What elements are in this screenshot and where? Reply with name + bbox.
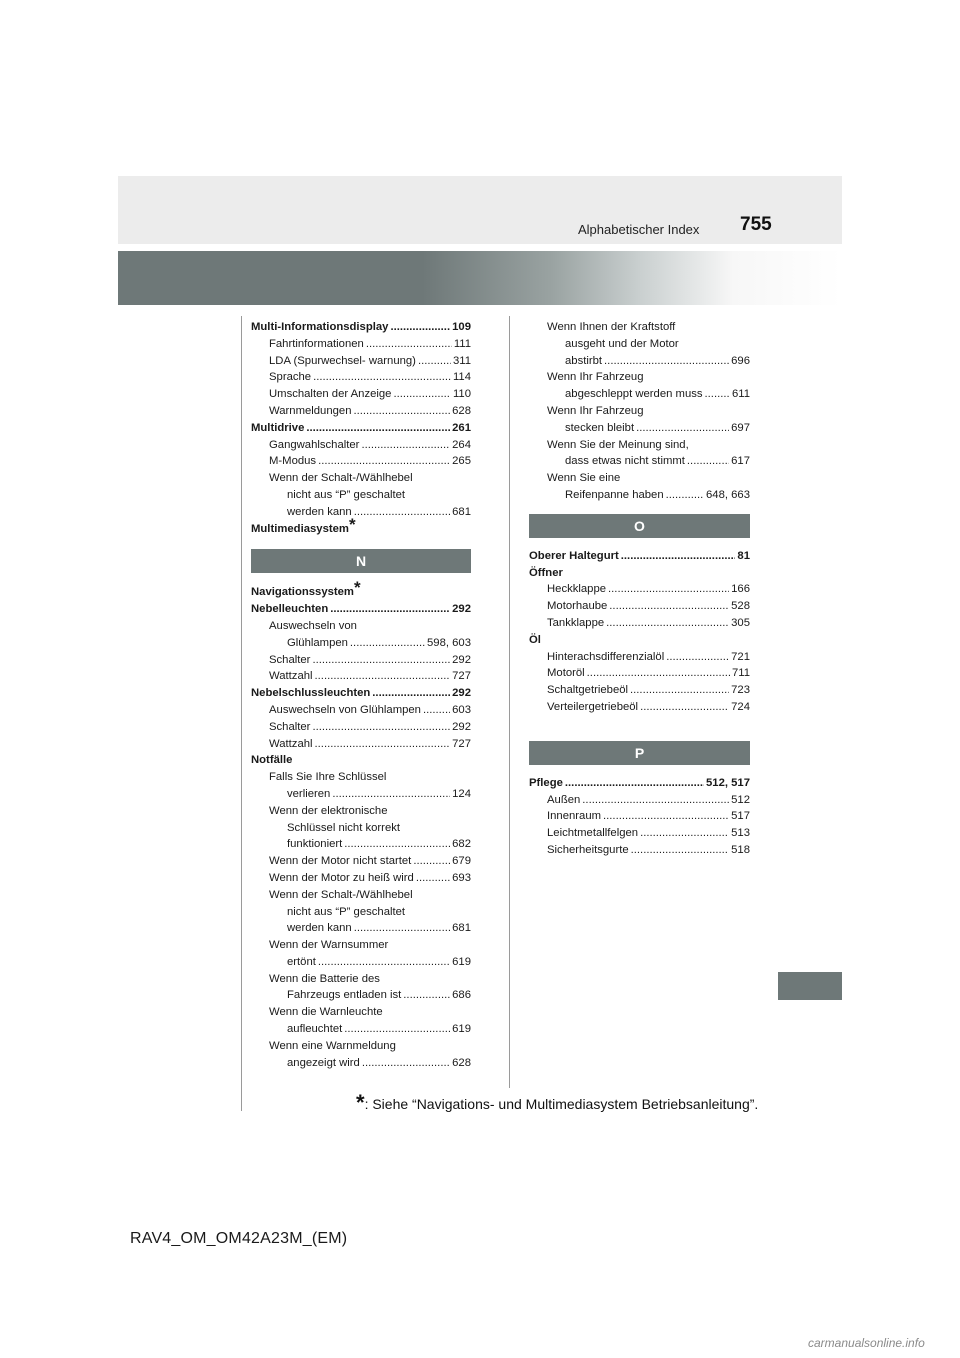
index-entry bbox=[251, 369, 471, 386]
entry-label: Hinterachsdifferenzialöl bbox=[547, 650, 665, 663]
index-entry bbox=[251, 954, 471, 971]
dot-leader bbox=[354, 504, 450, 521]
index-entry-text bbox=[251, 618, 471, 635]
index-entry bbox=[529, 808, 750, 825]
entry-label: Fahrtinformationen bbox=[269, 337, 364, 350]
page-reference: 681 bbox=[452, 505, 471, 518]
index-entry bbox=[529, 386, 750, 403]
entry-label: stecken bleibt bbox=[565, 421, 635, 434]
dot-leader bbox=[315, 736, 451, 753]
footnote bbox=[356, 1090, 758, 1116]
letter-section-bar: O bbox=[529, 514, 750, 538]
index-entry-text bbox=[251, 578, 471, 601]
entry-label: funktioniert bbox=[287, 838, 343, 851]
dot-leader bbox=[330, 601, 450, 618]
entry-label: Wenn der elektronische bbox=[269, 804, 388, 817]
dot-leader bbox=[423, 702, 450, 719]
dot-leader bbox=[362, 1055, 450, 1072]
page-reference: 512 bbox=[731, 793, 750, 806]
entry-label: Heckklappe bbox=[547, 583, 607, 596]
entry-label: werden kann bbox=[287, 505, 352, 518]
page-reference: 648, 663 bbox=[706, 488, 750, 501]
dot-leader bbox=[372, 685, 450, 702]
entry-label: Navigationssystem bbox=[251, 586, 354, 599]
entry-label: Sicherheitsgurte bbox=[547, 843, 629, 856]
chapter-tab-marker bbox=[778, 972, 842, 1000]
entry-label: abgeschleppt werden muss bbox=[565, 388, 703, 401]
index-entry bbox=[251, 635, 471, 652]
dot-leader bbox=[313, 369, 451, 386]
dot-leader bbox=[332, 786, 450, 803]
dot-leader bbox=[603, 808, 729, 825]
page-reference: 305 bbox=[731, 616, 750, 629]
index-entry bbox=[529, 825, 750, 842]
entry-label: Wenn Ihr Fahrzeug bbox=[547, 404, 644, 417]
index-entry bbox=[529, 598, 750, 615]
page-reference: 686 bbox=[452, 989, 471, 1002]
index-entry bbox=[529, 665, 750, 682]
index-entry bbox=[251, 504, 471, 521]
entry-label: Wenn der Motor nicht startet bbox=[269, 855, 412, 868]
letter-section-bar: N bbox=[251, 549, 471, 573]
index-entry-text bbox=[529, 470, 750, 487]
watermark: carmanualsonline.info bbox=[808, 1336, 925, 1350]
dot-leader bbox=[640, 825, 729, 842]
index-entry bbox=[251, 836, 471, 853]
page-reference: 292 bbox=[452, 720, 471, 733]
page-reference: 611 bbox=[731, 388, 750, 401]
dot-leader bbox=[609, 598, 729, 615]
entry-label: Notfälle bbox=[251, 754, 293, 767]
entry-label: Sprache bbox=[269, 371, 312, 384]
dot-leader bbox=[565, 775, 704, 792]
entry-label: Innenraum bbox=[547, 810, 602, 823]
index-entry bbox=[529, 420, 750, 437]
dot-leader bbox=[318, 453, 450, 470]
entry-label: Multi-Informationsdisplay bbox=[251, 321, 389, 333]
index-entry bbox=[251, 853, 471, 870]
index-entry-text bbox=[251, 752, 471, 769]
index-entry bbox=[251, 652, 471, 669]
dot-leader bbox=[413, 853, 450, 870]
entry-label: Wenn die Warnleuchte bbox=[269, 1006, 383, 1019]
entry-label: werden kann bbox=[287, 922, 352, 935]
page-reference: 110 bbox=[452, 388, 471, 401]
dot-leader bbox=[393, 386, 451, 403]
entry-label: Tankklappe bbox=[547, 616, 605, 629]
entry-label: nicht aus “P” geschaltet bbox=[287, 488, 406, 501]
entry-label: Wattzahl bbox=[269, 737, 313, 750]
index-entry bbox=[251, 987, 471, 1004]
dot-leader bbox=[344, 836, 450, 853]
entry-label: Wenn Ihnen der Kraftstoff bbox=[547, 321, 676, 333]
page-reference: 261 bbox=[452, 421, 471, 434]
index-entry-text bbox=[251, 887, 471, 904]
page-number: 755 bbox=[740, 214, 772, 235]
dot-leader bbox=[687, 453, 729, 470]
index-entry-text bbox=[529, 403, 750, 420]
entry-label: Leichtmetallfelgen bbox=[547, 827, 639, 840]
entry-label: Warnmeldungen bbox=[269, 404, 352, 417]
index-entry bbox=[251, 702, 471, 719]
entry-label: aufleuchtet bbox=[287, 1023, 343, 1036]
index-entry bbox=[251, 870, 471, 887]
entry-label: Reifenpanne haben bbox=[565, 488, 664, 501]
entry-label: Oberer Haltegurt bbox=[529, 549, 619, 562]
page-reference: 517 bbox=[731, 810, 750, 823]
entry-label: Schalter bbox=[269, 653, 311, 666]
page-reference: 619 bbox=[452, 955, 471, 968]
dot-leader bbox=[344, 1021, 450, 1038]
model-code: RAV4_OM_OM42A23M_(EM) bbox=[130, 1230, 348, 1247]
entry-label: M-Modus bbox=[269, 455, 317, 468]
index-entry bbox=[251, 1055, 471, 1072]
index-column-left bbox=[251, 319, 471, 1071]
index-entry-text bbox=[251, 1004, 471, 1021]
index-entry bbox=[251, 668, 471, 685]
index-entry bbox=[529, 353, 750, 370]
dot-leader bbox=[587, 665, 730, 682]
index-entry bbox=[251, 319, 471, 336]
left-column-rule bbox=[241, 316, 242, 1111]
entry-label: Falls Sie Ihre Schlüssel bbox=[269, 771, 387, 784]
dot-leader bbox=[315, 668, 451, 685]
entry-label: Wattzahl bbox=[269, 670, 313, 683]
index-entry-text bbox=[251, 514, 471, 538]
entry-label: Wenn der Motor zu heiß wird bbox=[269, 871, 414, 884]
page-reference: 628 bbox=[452, 404, 471, 417]
entry-label: Verteilergetriebeöl bbox=[547, 700, 639, 713]
index-entry-text bbox=[529, 369, 750, 386]
index-entry bbox=[251, 719, 471, 736]
entry-label: LDA (Spurwechsel- warnung) bbox=[269, 354, 416, 367]
dot-leader bbox=[366, 336, 452, 353]
page-reference: 81 bbox=[737, 549, 750, 562]
dot-leader bbox=[416, 870, 450, 887]
index-entry bbox=[529, 615, 750, 632]
section-title: Alphabetischer Index bbox=[578, 222, 700, 237]
middle-column-rule bbox=[509, 316, 510, 1088]
index-entry bbox=[251, 920, 471, 937]
index-entry bbox=[529, 792, 750, 809]
entry-label: ausgeht und der Motor bbox=[565, 337, 679, 350]
entry-label: abstirbt bbox=[565, 354, 603, 367]
index-column-right bbox=[529, 319, 750, 859]
index-entry-text bbox=[251, 937, 471, 954]
page-reference: 512, 517 bbox=[706, 776, 750, 789]
index-entry-text bbox=[251, 904, 471, 921]
entry-label: Fahrzeugs entladen ist bbox=[287, 989, 402, 1002]
page-reference: 114 bbox=[452, 371, 471, 384]
page-reference: 721 bbox=[731, 650, 750, 663]
index-entry bbox=[529, 682, 750, 699]
page-reference: 682 bbox=[452, 838, 471, 851]
entry-label: Schaltgetriebeöl bbox=[547, 684, 629, 697]
index-entry bbox=[251, 437, 471, 454]
dot-leader bbox=[306, 420, 450, 437]
page-reference: 727 bbox=[452, 670, 471, 683]
page-reference: 264 bbox=[452, 438, 471, 451]
entry-label: Außen bbox=[547, 793, 581, 806]
entry-label: Wenn der Warnsummer bbox=[269, 939, 389, 952]
index-entry-text bbox=[251, 803, 471, 820]
dot-leader bbox=[354, 920, 450, 937]
index-entry bbox=[251, 336, 471, 353]
page-reference: 528 bbox=[731, 600, 750, 613]
page-reference: 311 bbox=[452, 354, 471, 367]
index-entry-text bbox=[529, 437, 750, 454]
page-reference: 598, 603 bbox=[427, 636, 471, 649]
page-reference: 723 bbox=[731, 684, 750, 697]
footnote-marker: * bbox=[356, 1090, 365, 1115]
dot-leader bbox=[640, 699, 729, 716]
entry-label: nicht aus “P” geschaltet bbox=[287, 905, 406, 918]
index-entry bbox=[251, 453, 471, 470]
entry-label: Nebelleuchten bbox=[251, 603, 329, 616]
page-reference: 696 bbox=[731, 354, 750, 367]
entry-label: Motorhaube bbox=[547, 600, 608, 613]
letter-section-bar: P bbox=[529, 741, 750, 765]
header-band bbox=[118, 176, 842, 244]
page-reference: 619 bbox=[452, 1023, 471, 1036]
asterisk-marker: * bbox=[353, 578, 361, 598]
index-entry bbox=[251, 685, 471, 702]
index-entry bbox=[529, 699, 750, 716]
entry-label: Öl bbox=[529, 633, 541, 646]
page-reference: 292 bbox=[452, 687, 471, 700]
page-reference: 727 bbox=[452, 737, 471, 750]
index-entry bbox=[251, 420, 471, 437]
page-reference: 265 bbox=[452, 455, 471, 468]
entry-label: Wenn Sie der Meinung sind, bbox=[547, 438, 689, 451]
page-reference: 693 bbox=[452, 871, 471, 884]
dot-leader bbox=[361, 437, 450, 454]
page-reference: 711 bbox=[731, 667, 750, 680]
entry-label: angezeigt wird bbox=[287, 1056, 360, 1069]
page-reference: 109 bbox=[452, 321, 471, 333]
dot-leader bbox=[666, 649, 729, 666]
entry-label: Wenn eine Warnmeldung bbox=[269, 1039, 396, 1052]
dot-leader bbox=[666, 487, 704, 504]
page-reference: 628 bbox=[452, 1056, 471, 1069]
index-entry-text bbox=[251, 1038, 471, 1055]
dot-leader bbox=[631, 842, 730, 859]
entry-label: Wenn Ihr Fahrzeug bbox=[547, 371, 644, 384]
index-entry bbox=[529, 775, 750, 792]
index-entry bbox=[529, 649, 750, 666]
index-entry bbox=[251, 736, 471, 753]
index-entry bbox=[251, 1021, 471, 1038]
footnote-text: : Siehe “Navigations- und Multimediasystem Betriebsanleitung”. bbox=[364, 1096, 759, 1112]
index-entry bbox=[529, 548, 750, 565]
index-entry-text bbox=[251, 470, 471, 487]
entry-label: Multidrive bbox=[251, 421, 305, 434]
index-entry-text bbox=[529, 319, 750, 336]
entry-label: Wenn der Schalt-/Wählhebel bbox=[269, 888, 413, 901]
index-entry bbox=[529, 842, 750, 859]
entry-label: Wenn der Schalt-/Wählhebel bbox=[269, 472, 413, 485]
dot-leader bbox=[630, 682, 729, 699]
index-entry bbox=[251, 386, 471, 403]
dot-leader bbox=[636, 420, 729, 437]
page-reference: 681 bbox=[452, 922, 471, 935]
page-reference: 124 bbox=[452, 787, 471, 800]
entry-label: Schalter bbox=[269, 720, 311, 733]
page-reference: 292 bbox=[452, 653, 471, 666]
entry-label: ertönt bbox=[287, 955, 316, 968]
entry-label: Motoröl bbox=[547, 667, 585, 680]
page-reference: 679 bbox=[452, 855, 471, 868]
entry-label: Wenn die Batterie des bbox=[269, 972, 380, 985]
dot-leader bbox=[318, 954, 450, 971]
entry-label: Auswechseln von bbox=[269, 619, 357, 632]
dot-leader bbox=[621, 548, 736, 565]
index-entry bbox=[529, 581, 750, 598]
dot-leader bbox=[403, 987, 450, 1004]
page-reference: 697 bbox=[731, 421, 750, 434]
entry-label: Nebelschlussleuchten bbox=[251, 687, 371, 700]
header-gradient-bar bbox=[118, 251, 842, 305]
index-entry bbox=[251, 403, 471, 420]
page-reference: 518 bbox=[731, 843, 750, 856]
entry-label: Pflege bbox=[529, 776, 563, 789]
index-entry-text bbox=[251, 487, 471, 504]
dot-leader bbox=[608, 581, 729, 598]
entry-label: Auswechseln von Glühlampen bbox=[269, 703, 421, 716]
entry-label: Wenn Sie eine bbox=[547, 472, 621, 485]
index-entry-text bbox=[529, 336, 750, 353]
index-entry-text bbox=[529, 565, 750, 582]
index-entry-text bbox=[251, 820, 471, 837]
page-reference: 724 bbox=[731, 700, 750, 713]
page-reference: 617 bbox=[731, 455, 750, 468]
dot-leader bbox=[312, 719, 450, 736]
entry-label: dass etwas nicht stimmt bbox=[565, 455, 685, 468]
index-entry-text bbox=[529, 632, 750, 649]
page-reference: 603 bbox=[452, 703, 471, 716]
entry-label: Umschalten der Anzeige bbox=[269, 388, 392, 401]
dot-leader bbox=[312, 652, 450, 669]
index-entry bbox=[251, 786, 471, 803]
dot-leader bbox=[705, 386, 730, 403]
entry-label: Glühlampen bbox=[287, 636, 348, 649]
index-entry bbox=[251, 353, 471, 370]
index-entry-text bbox=[251, 971, 471, 988]
dot-leader bbox=[604, 353, 729, 370]
asterisk-marker: * bbox=[348, 514, 356, 534]
entry-label: Gangwahlschalter bbox=[269, 438, 360, 451]
entry-label: Schlüssel nicht korrekt bbox=[287, 821, 401, 834]
entry-label: Multimediasystem bbox=[251, 522, 349, 535]
index-entry bbox=[529, 453, 750, 470]
page-reference: 513 bbox=[731, 827, 750, 840]
entry-label: Öffner bbox=[529, 566, 563, 579]
index-entry bbox=[251, 601, 471, 618]
dot-leader bbox=[582, 792, 729, 809]
dot-leader bbox=[390, 319, 450, 336]
page-reference: 111 bbox=[453, 337, 471, 350]
dot-leader bbox=[350, 635, 425, 652]
page-reference: 166 bbox=[731, 583, 750, 596]
entry-label: verlieren bbox=[287, 787, 331, 800]
dot-leader bbox=[418, 353, 451, 370]
dot-leader bbox=[606, 615, 729, 632]
index-entry bbox=[529, 487, 750, 504]
index-entry-text bbox=[251, 769, 471, 786]
dot-leader bbox=[353, 403, 450, 420]
page-reference: 292 bbox=[452, 603, 471, 616]
